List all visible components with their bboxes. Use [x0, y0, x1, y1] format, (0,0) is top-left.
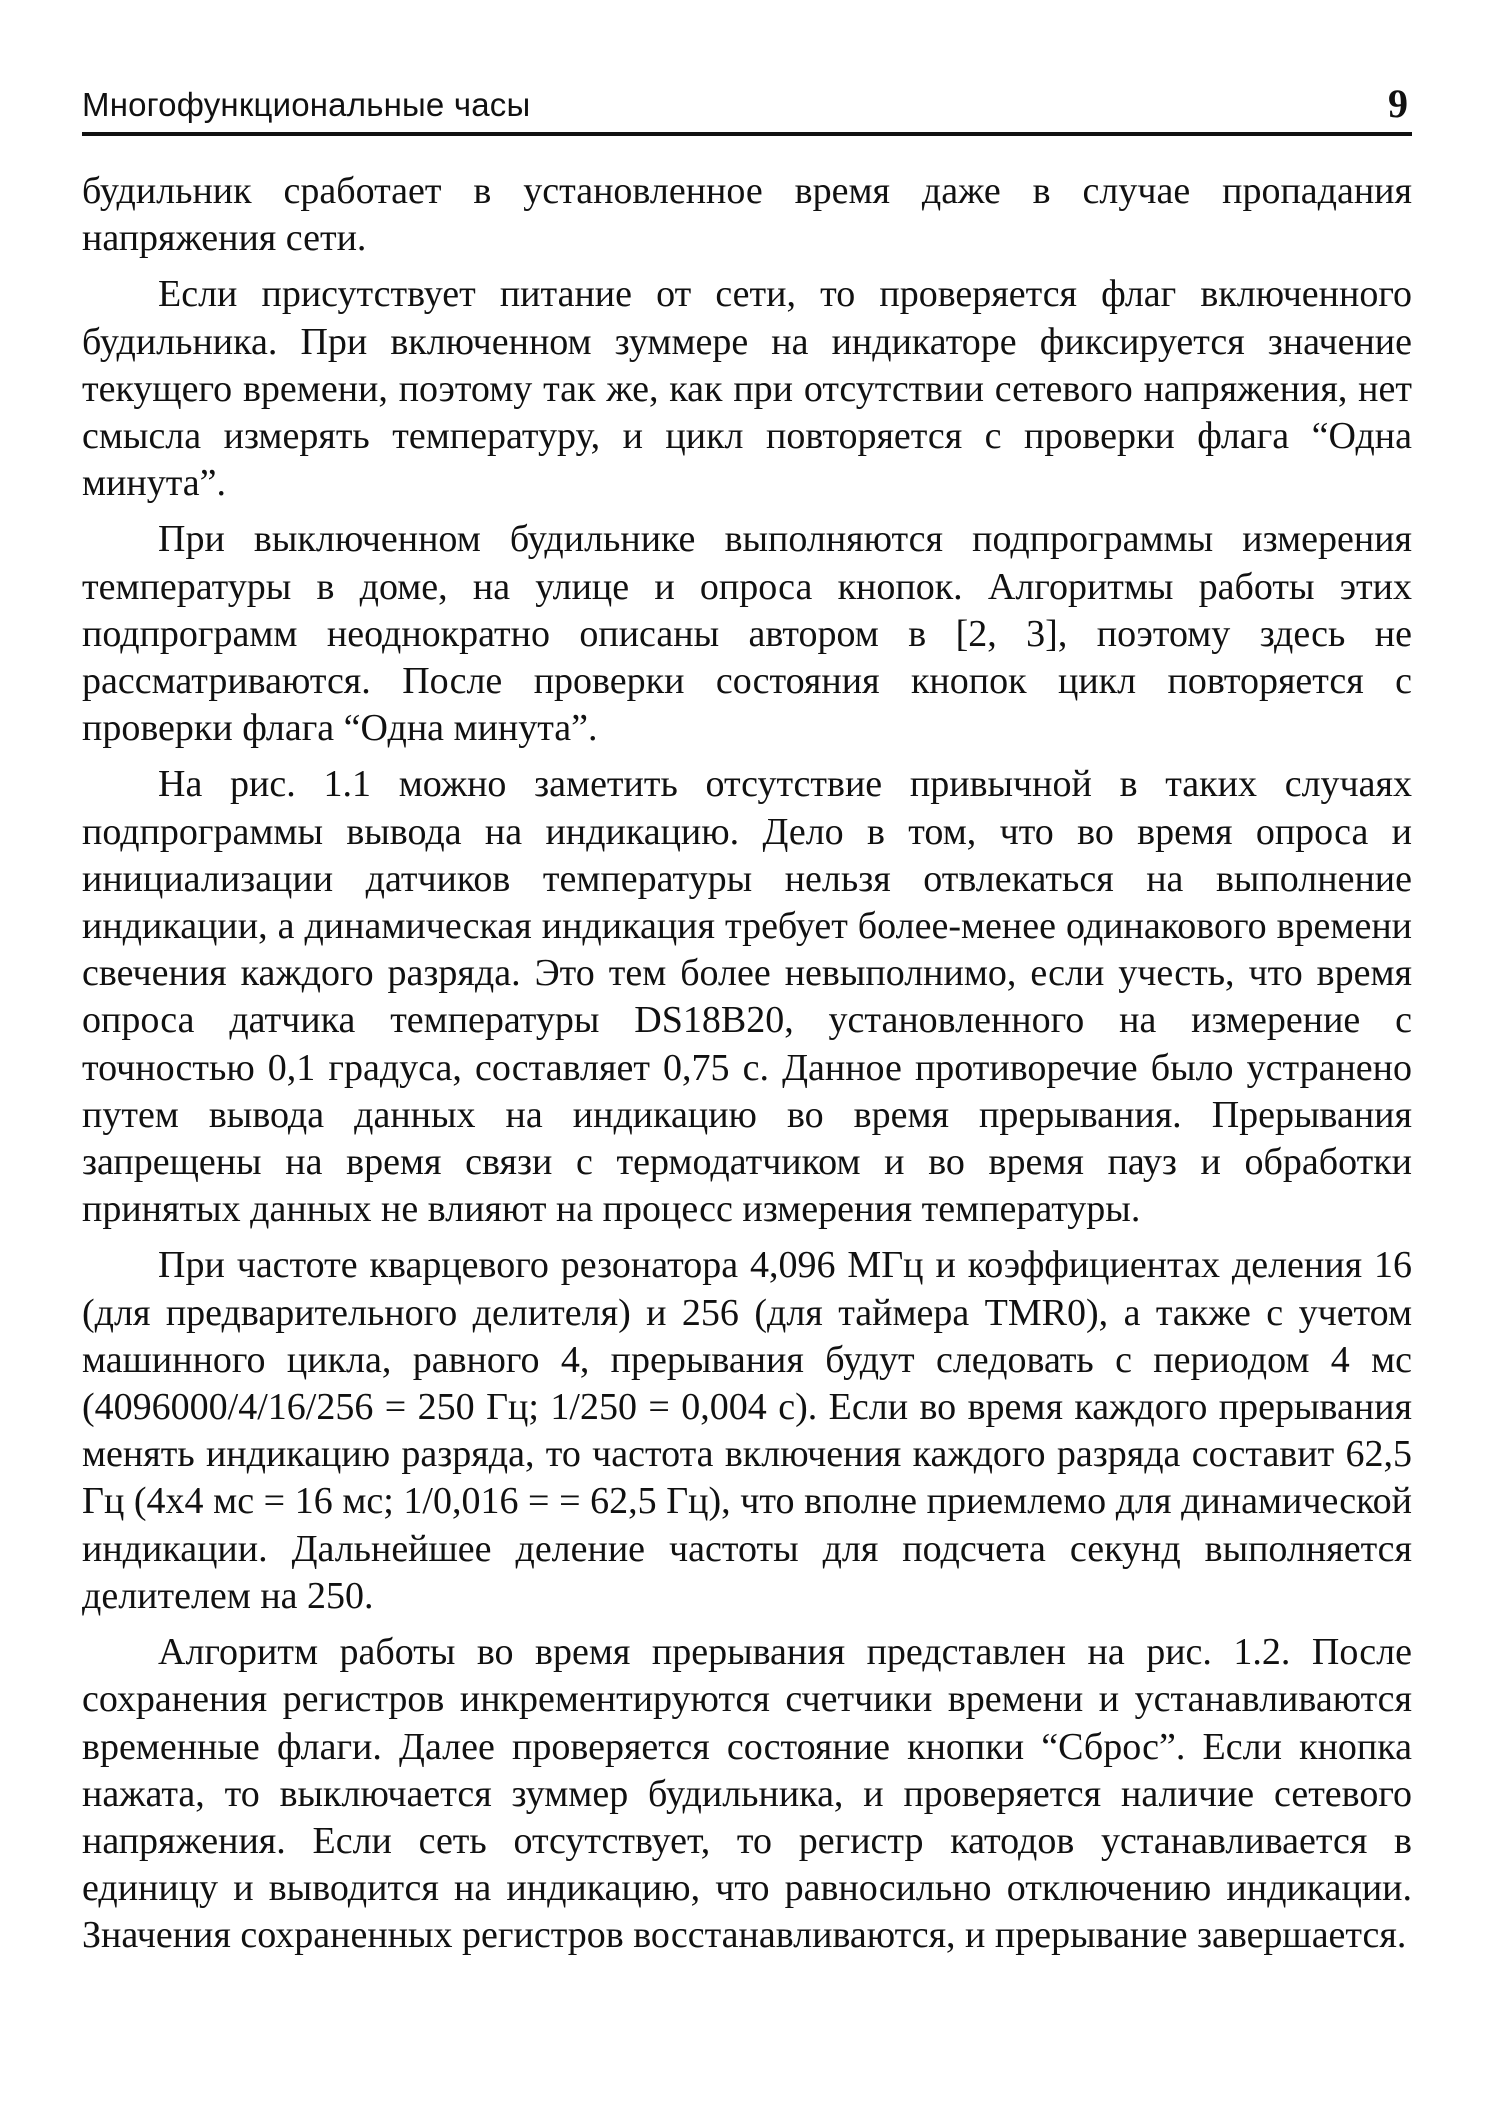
paragraph-power-check: Если присутствует питание от сети, то проверяется флаг включенного будильника. При включенном зуммере на индикаторе фиксируется значение текущего времени, поэтому так же, как при отсутствии сетевого напряжения, нет смысла измерять температуру, и цикл повторяется с проверки флага “Одна минута”.: [82, 273, 1412, 505]
paragraph-continuation: будильник сработает в установленное время даже в случае пропадания напряжения сети.: [82, 170, 1412, 260]
paragraph-indication: На рис. 1.1 можно заметить отсутствие привычной в таких случаях подпрограммы вывода на индикацию. Дело в том, что во время опроса и инициализации датчиков температуры нельзя отвлекаться на выполнение индикации, а динамическая индикация требует более-менее одинакового времени свечения каждого разряда. Это тем более невыполнимо, если учесть, что время опроса датчика температуры DS18B20, установленного на измерение с точностью 0,1 градуса, составляет 0,75 с. Данное противоречие было устранено путем вывода данных на индикацию во время прерывания. Прерывания запрещены на время связи с термодатчиком и во время пауз и обработки принятых данных не влияют на процесс измерения температуры.: [82, 763, 1412, 1231]
paragraph-alarm-off: При выключенном будильнике выполняются подпрограммы измерения температуры в доме, на улице и опроса кнопок. Алгоритмы работы этих подпрограмм неоднократно описаны автором в [2, 3], поэтому здесь не рассматриваются. После проверки состояния кнопок цикл повторяется с проверки флага “Одна минута”.: [82, 518, 1412, 750]
chapter-title: Многофункциональные часы: [82, 86, 531, 123]
running-header: [82, 80, 1412, 130]
header-rule: [82, 132, 1412, 136]
paragraph-frequency: При частоте кварцевого резонатора 4,096 МГц и коэффициентах деления 16 (для предварительного делителя) и 256 (для таймера TMR0), а также с учетом машинного цикла, равного 4, прерывания будут следовать с периодом 4 мс (4096000/4/16/256 = 250 Гц; 1/250 = 0,004 с). Если во время каждого прерывания менять индикацию разряда, то частота включения каждого разряда составит 62,5 Гц (4х4 мс = 16 мс; 1/0,016 = = 62,5 Гц), что вполне приемлемо для динамической индикации. Дальнейшее деление частоты для подсчета секунд выполняется делителем на 250.: [82, 1244, 1412, 1617]
page-number: 9: [1388, 81, 1408, 126]
book-page: [82, 80, 1412, 1957]
body-text: [82, 168, 1412, 1969]
paragraph-interrupt-algorithm: Алгоритм работы во время прерывания представлен на рис. 1.2. После сохранения регистров инкрементируются счетчики времени и устанавливаются временные флаги. Далее проверяется состояние кнопки “Сброс”. Если кнопка нажата, то выключается зуммер будильника, и проверяется наличие сетевого напряжения. Если сеть отсутствует, то регистр катодов устанавливается в единицу и выводится на индикацию, что равносильно отключению индикации. Значения сохраненных регистров восстанавливаются, и прерывание завершается.: [82, 1631, 1412, 1957]
